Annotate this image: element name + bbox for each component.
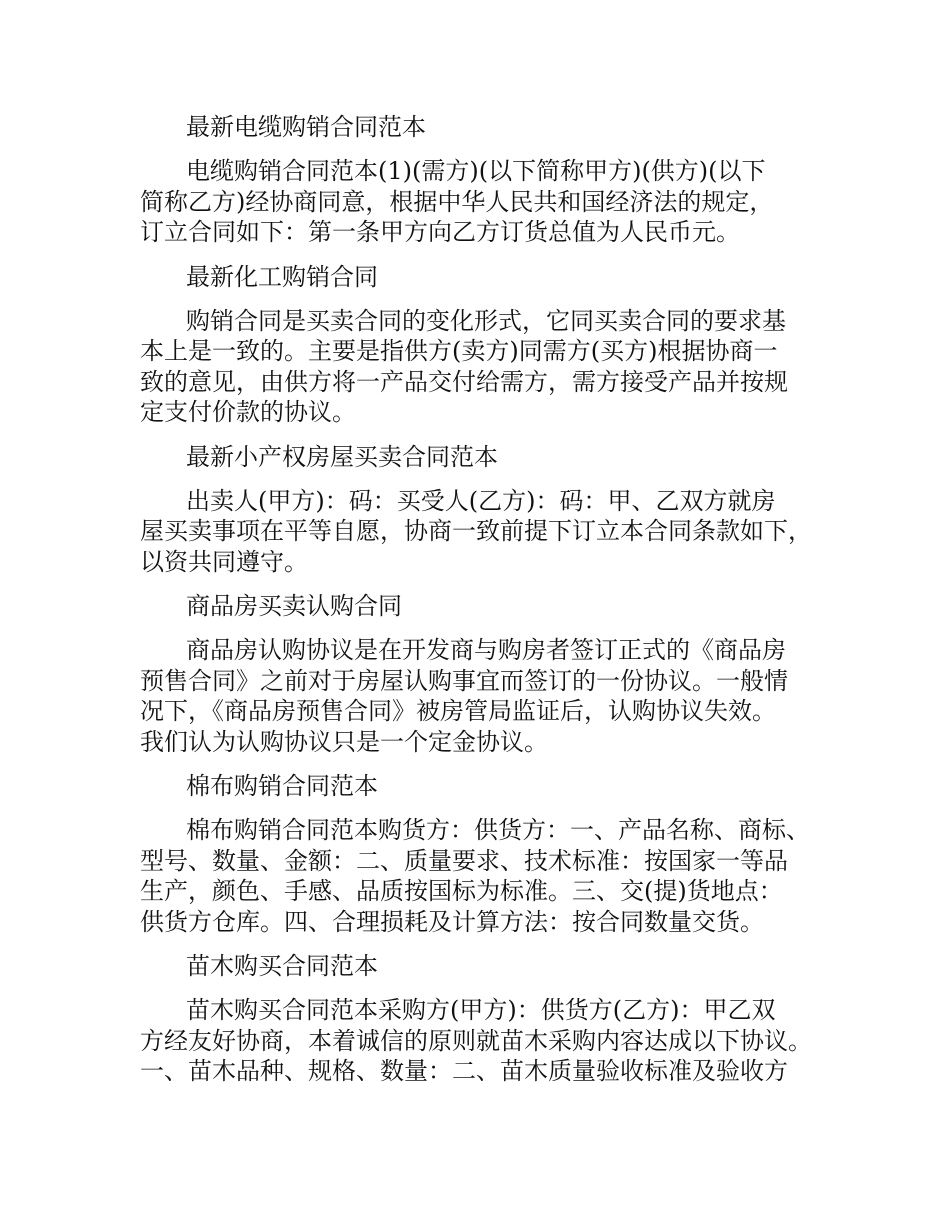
paragraph-line: 定支付价款的协议。 bbox=[140, 398, 356, 426]
section-paragraph bbox=[140, 635, 820, 757]
paragraph-line: 购销合同是买卖合同的变化形式，它同买卖合同的要求基 bbox=[186, 306, 786, 335]
section-heading: 最新小产权房屋买卖合同范本 bbox=[186, 442, 498, 471]
section-paragraph bbox=[140, 486, 820, 578]
paragraph-line: 生产，颜色、手感、品质按国标为标准。三、交(提)货地点： bbox=[140, 877, 783, 905]
paragraph-line: 预售合同》之前对于房屋认购事宜而签订的一份协议。一般情 bbox=[140, 666, 788, 695]
section-paragraph bbox=[140, 306, 820, 428]
paragraph-line: 方经友好协商，本着诚信的原则就苗木采购内容达成以下协议。 bbox=[140, 1026, 812, 1055]
paragraph-line: 简称乙方)经协商同意，根据中华人民共和国经济法的规定， bbox=[140, 187, 774, 216]
paragraph-line: 致的意见，由供方将一产品交付给需方，需方接受产品并按规 bbox=[140, 367, 788, 396]
paragraph-line: 我们认为认购协议只是一个定金协议。 bbox=[140, 727, 548, 756]
section-heading: 商品房买卖认购合同 bbox=[186, 592, 402, 620]
section-paragraph bbox=[140, 156, 820, 248]
section bbox=[140, 112, 820, 248]
section-heading: 棉布购销合同范本 bbox=[186, 772, 378, 800]
section bbox=[140, 442, 820, 578]
paragraph-line: 出卖人(甲方)：码：买受人(乙方)：码：甲、乙双方就房 bbox=[186, 486, 776, 515]
section-heading: 苗木购买合同范本 bbox=[186, 952, 378, 980]
paragraph-line: 订立合同如下：第一条甲方向乙方订货总值为人民币元。 bbox=[140, 218, 740, 246]
paragraph-line: 况下，《商品房预售合同》被房管局监证后，认购协议失效。 bbox=[140, 697, 776, 725]
paragraph-line: 电缆购销合同范本(1)(需方)(以下简称甲方)(供方)(以下 bbox=[186, 157, 766, 185]
paragraph-line: 一、苗木品种、规格、数量：二、苗木质量验收标准及验收方 bbox=[140, 1057, 788, 1085]
paragraph-line: 商品房认购协议是在开发商与购房者签订正式的《商品房 bbox=[186, 636, 786, 664]
paragraph-line: 以资共同遵守。 bbox=[140, 547, 308, 576]
paragraph-line: 屋买卖事项在平等自愿，协商一致前提下订立本合同条款如下， bbox=[140, 517, 812, 545]
section-paragraph bbox=[140, 995, 820, 1087]
section bbox=[140, 591, 820, 757]
paragraph-line: 棉布购销合同范本购货方：供货方：一、产品名称、商标、 bbox=[186, 816, 810, 844]
section bbox=[140, 262, 820, 428]
paragraph-line: 供货方仓库。四、合理损耗及计算方法：按合同数量交货。 bbox=[140, 907, 764, 936]
paragraph-line: 本上是一致的。主要是指供方(卖方)同需方(买方)根据协商一 bbox=[140, 337, 778, 365]
section-heading: 最新化工购销合同 bbox=[186, 262, 378, 291]
section bbox=[140, 951, 820, 1087]
section bbox=[140, 771, 820, 937]
document-page bbox=[140, 112, 820, 1087]
paragraph-line: 苗木购买合同范本采购方(甲方)：供货方(乙方)：甲乙双 bbox=[186, 996, 776, 1024]
section-heading: 最新电缆购销合同范本 bbox=[186, 113, 426, 141]
paragraph-line: 型号、数量、金额：二、质量要求、技术标准：按国家一等品 bbox=[140, 846, 788, 875]
section-paragraph bbox=[140, 815, 820, 937]
